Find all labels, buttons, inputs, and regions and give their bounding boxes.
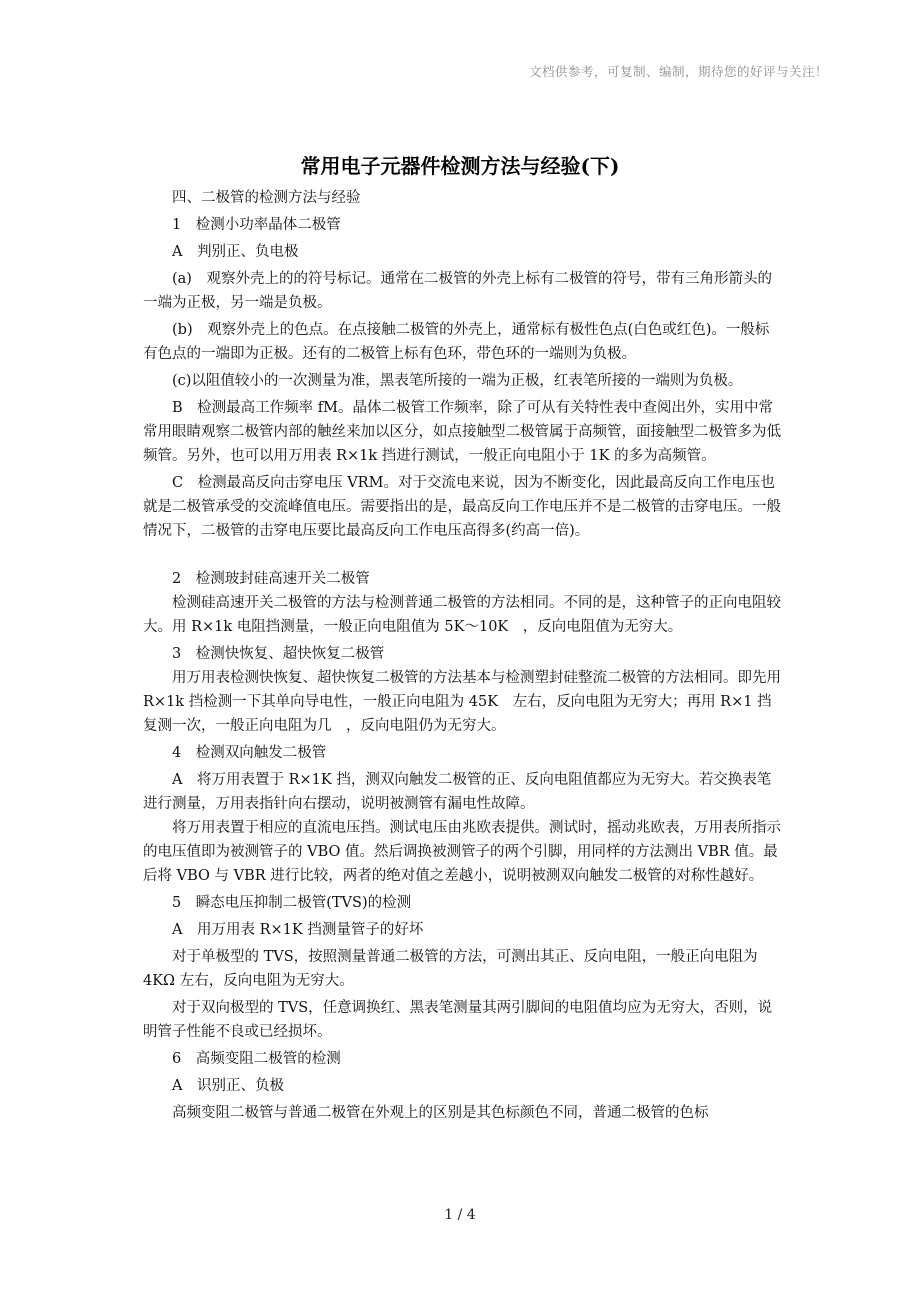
paragraph-tvs-unipolar: 对于单极型的 TVS，按照测量普通二极管的方法，可测出其正、反向电阻，一般正向电阻为 4KΩ 左右，反向电阻为无穷大。 bbox=[143, 949, 758, 989]
paragraph-fm: B 检测最高工作频率 fM。晶体二极管工作频率，除了可从有关特性表中查阅出外，实用中常常用眼睛观察二极管内部的触丝来加以区分，如点接触型二极管属于高频管，面接触型二极管多为低频管。另外，也可以用万用表 R×1k 挡进行测试，一般正向电阻小于 1K 的多为高频管。 bbox=[143, 400, 781, 464]
paragraph-c: (c)以阻值较小的一次测量为准，黑表笔所接的一端为正极，红表笔所接的一端则为负极。 bbox=[172, 373, 743, 389]
header-note: 文档供参考，可复制、编制，期待您的好评与关注！ bbox=[528, 64, 828, 79]
paragraph-vrm: C 检测最高反向击穿电压 VRM。对于交流电来说，因为不断变化，因此最高反向工作电压也就是二极管承受的交流峰值电压。需要指出的是，最高反向工作电压并不是二极管的击穿电压。一般情况下，二极管的击穿电压要比最高反向工作电压高得多(约高一倍)。 bbox=[143, 475, 781, 539]
subsection-heading-5: 5 瞬态电压抑制二极管(TVS)的检测 bbox=[172, 895, 412, 911]
subsection-heading-4: 4 检测双向触发二极管 bbox=[172, 745, 327, 761]
paragraph-tvs-bipolar: 对于双向极型的 TVS，任意调换红、黑表笔测量其两引脚间的电阻值均应为无穷大，否则，说明管子性能不良或已经损坏。 bbox=[143, 1000, 773, 1040]
section-heading-diode: 四、二极管的检测方法与经验 bbox=[172, 190, 361, 206]
paragraph-fast-recovery: 用万用表检测快恢复、超快恢复二极管的方法基本与检测塑封硅整流二极管的方法相同。即先用 R×1k 挡检测一下其单向导电性，一般正向电阻为 45K 左右，反向电阻为无穷大；再用 R×1 挡复测一次，一般正向电阻为几 ，反向电阻仍为无穷大。 bbox=[143, 670, 781, 734]
item-heading-a: A 判别正、负电极 bbox=[172, 244, 299, 260]
subsection-heading-2: 2 检测玻封硅高速开关二极管 bbox=[172, 571, 370, 587]
paragraph-diac-voltage: 将万用表置于相应的直流电压挡。测试电压由兆欧表提供。测试时，摇动兆欧表，万用表所指示的电压值即为被测管子的 VBO 值。然后调换被测管子的两个引脚，用同样的方法测出 VBR 值。最后将 VBO 与 VBR 进行比较，两者的绝对值之差越小，说明被测双向触发二极管的对称性越好。 bbox=[143, 820, 781, 884]
paragraph-diac-a: A 将万用表置于 R×1K 挡，测双向触发二极管的正、反向电阻值都应为无穷大。若交换表笔进行测量，万用表指针向右摆动，说明被测管有漏电性故障。 bbox=[143, 772, 772, 812]
document-body bbox=[143, 186, 783, 1125]
subsection-heading-1: 1 检测小功率晶体二极管 bbox=[172, 217, 341, 233]
item-heading-polarity: A 识别正、负极 bbox=[172, 1078, 284, 1094]
paragraph-b: (b) 观察外壳上的色点。在点接触二极管的外壳上，通常标有极性色点(白色或红色)。一般标有色点的一端即为正极。还有的二极管上标有色环，带色环的一端则为负极。 bbox=[143, 322, 770, 362]
subsection-heading-3: 3 检测快恢复、超快恢复二极管 bbox=[172, 646, 385, 662]
paragraph-a: (a) 观察外壳上的的符号标记。通常在二极管的外壳上标有二极管的符号，带有三角形箭头的一端为正极，另一端是负极。 bbox=[143, 271, 772, 311]
paragraph-switch-diode: 检测硅高速开关二极管的方法与检测普通二极管的方法相同。不同的是，这种管子的正向电阻较大。用 R×1k 电阻挡测量，一般正向电阻值为 5K～10K ，反向电阻值为无穷大。 bbox=[143, 595, 781, 635]
page-number: 1 / 4 bbox=[444, 1207, 476, 1223]
document-title: 常用电子元器件检测方法与经验(下) bbox=[300, 154, 620, 178]
paragraph-hf-diode: 高频变阻二极管与普通二极管在外观上的区别是其色标颜色不同，普通二极管的色标 bbox=[172, 1105, 709, 1121]
subsection-heading-6: 6 高频变阻二极管的检测 bbox=[172, 1051, 341, 1067]
item-heading-tvs-a: A 用万用表 R×1K 挡测量管子的好坏 bbox=[172, 922, 424, 938]
